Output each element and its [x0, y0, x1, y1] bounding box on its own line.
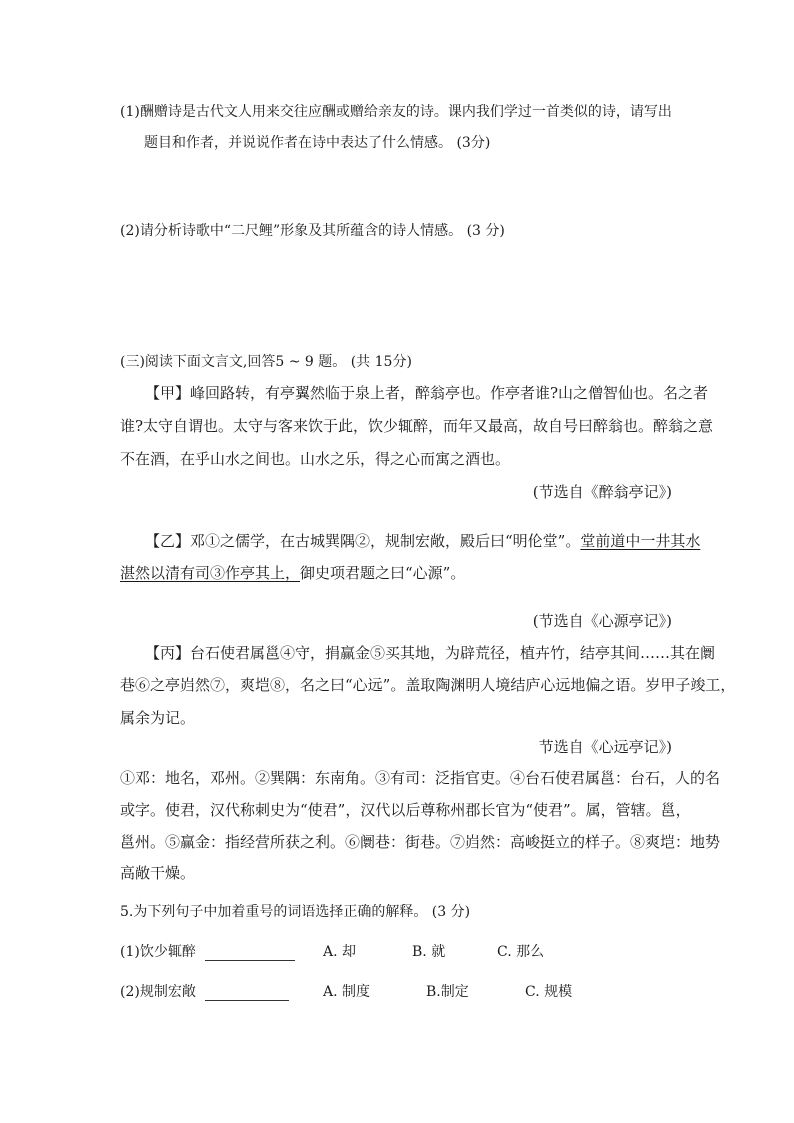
- passage-jia-line-2: 谁?太守自谓也。太守与客来饮于此，饮少辄醉，而年又最高，故自号曰醉翁也。醉翁之意: [120, 417, 714, 435]
- notes-line-1: ①邓：地名，邓州。②巽隅：东南角。③有司：泛指官吏。④台石使君属邕：台石，人的名: [120, 769, 721, 787]
- notes-line-4: 高敞干燥。: [120, 864, 196, 882]
- passage-yi-underlined-sentence-part-2: 湛然以清有司③作亭其上，: [120, 564, 301, 582]
- passage-jia-line-1: 【甲】峰回路转，有亭翼然临于泉上者，醉翁亭也。作亭者谁?山之僧智仙也。名之者: [145, 384, 709, 402]
- passage-yi-line-1-text: 【乙】邓①之儒学，在古城巽隅②，规制宏敞，殿后曰“明伦堂”。: [145, 532, 581, 550]
- passage-yi-source: (节选自《心源亭记》): [532, 612, 672, 630]
- question-5-item-1-option-b: B. 就: [412, 944, 446, 960]
- question-5-item-1-option-c: C. 那么: [497, 944, 545, 960]
- question-1-line-2: 题目和作者，并说说作者在诗中表达了什么情感。 (3分): [144, 135, 491, 151]
- question-5-item-2-option-a: A. 制度: [323, 984, 371, 1000]
- question-5-item-2-prompt: (2)规制宏敞: [120, 984, 196, 1000]
- question-5-item-2-option-b: B.制定: [426, 984, 469, 1000]
- question-5-item-1-option-a: A. 却: [323, 944, 357, 960]
- question-2-line-1: (2)请分析诗歌中“二尺鲤”形象及其所蕴含的诗人情感。 (3 分): [120, 223, 505, 239]
- notes-line-2: 或字。使君，汉代称刺史为“使君”，汉代以后尊称州郡长官为“使君”。属，管辖。邕，: [120, 801, 691, 819]
- passage-bing-line-3: 属余为记。: [120, 709, 196, 727]
- section-3-heading: (三)阅读下面文言文,回答5 ~ 9 题。 (共 15分): [120, 354, 412, 370]
- question-5-item-2-option-c: C. 规模: [525, 984, 573, 1000]
- question-5-item-2-answer-blank[interactable]: [205, 986, 289, 1001]
- passage-bing-source: 节选自《心远亭记》): [538, 738, 672, 756]
- notes-line-3: 邕州。⑤赢金：指经营所获之利。⑥阛巷：街巷。⑦岿然：高峻挺立的样子。⑧爽垲：地势: [120, 833, 721, 851]
- passage-yi-line-2-text: 御史项君题之曰“心源”。: [300, 564, 466, 582]
- question-5-item-1-answer-blank[interactable]: [205, 946, 295, 961]
- question-1-line-1: (1)酬赠诗是古代文人用来交往应酬或赠给亲友的诗。课内我们学过一首类似的诗，请写出: [120, 104, 672, 120]
- passage-bing-line-1: 【丙】台石使君属邕④守，捐赢金⑤买其地，为辟荒径，植卉竹，结亭其间……其在阛: [145, 644, 716, 662]
- passage-jia-line-3: 不在酒，在乎山水之间也。山水之乐，得之心而寓之酒也。: [120, 450, 511, 468]
- passage-bing-line-2: 巷⑥之亭岿然⑦，爽垲⑧，名之曰“心远”。盖取陶渊明人境结庐心远地偏之语。岁甲子竣工，: [120, 676, 736, 694]
- passage-yi-underlined-sentence-part-1: 堂前道中一井其水: [580, 532, 701, 550]
- question-5-item-1-prompt: (1)饮少辄醉: [120, 944, 196, 960]
- passage-jia-source: (节选自《醉翁亭记》): [532, 483, 672, 501]
- passage-yi-line-2: [120, 563, 465, 583]
- passage-yi-line-1: [145, 531, 700, 551]
- question-5-stem: 5.为下列句子中加着重号的词语选择正确的解释。 (3 分): [120, 904, 471, 920]
